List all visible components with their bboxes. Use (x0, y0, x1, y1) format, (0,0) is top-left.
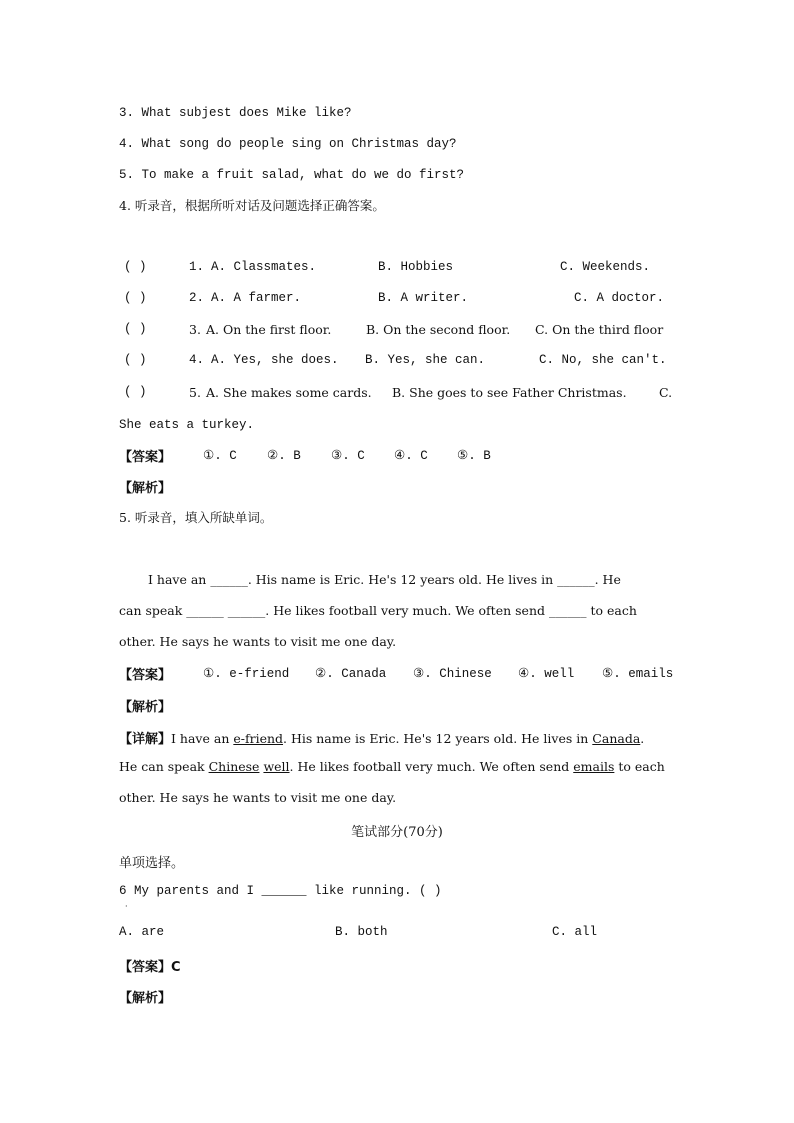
answer-1: ①. e-friend (203, 667, 290, 681)
answer-5: ⑤. B (457, 449, 491, 463)
filled-word: Chinese (208, 759, 260, 774)
analysis-label: 【解析】 (119, 700, 172, 715)
item-5-wrap: She eats a turkey. (119, 418, 255, 432)
item-number: 2. (189, 291, 205, 305)
option-b: B. Hobbies (378, 260, 454, 274)
detail-text: He can speak (119, 759, 209, 774)
option-b: B. both (335, 925, 388, 939)
option-c: C. Weekends. (560, 260, 651, 274)
answer-3: ③. Chinese (413, 667, 492, 681)
passage-line-3: other. He says he wants to visit me one day. (119, 634, 397, 649)
answer-label: 【答案】 (119, 668, 172, 683)
item-number: 4. (189, 353, 205, 367)
answer-2: ②. Canada (315, 667, 387, 681)
question-6: 6 My parents and I ______ like running. ( ) (119, 884, 442, 898)
item-number: 5. (189, 385, 201, 400)
detail-text: . He likes football very much. We often send (289, 759, 574, 774)
passage-line-1: I have an ______. His name is Eric. He's 12 years old. He lives in ______. He (148, 572, 621, 587)
detail-line-3: other. He says he wants to visit me one day. (119, 790, 397, 805)
answer-4: ④. C (394, 449, 428, 463)
answer-1: ①. C (203, 449, 237, 463)
option-a: A. A farmer. (211, 291, 302, 305)
answer-2: ②. B (267, 449, 301, 463)
detail-text: to each (614, 759, 665, 774)
option-b: B. On the second floor. (366, 322, 511, 337)
analysis-label: 【解析】 (119, 991, 172, 1006)
written-heading: 笔试部分(70分) (351, 825, 443, 840)
answer-paren: ( ) (124, 385, 147, 399)
option-c: C. A doctor. (574, 291, 665, 305)
item-number: 1. (189, 260, 205, 274)
answer-label: 【答案】 (119, 450, 172, 465)
option-c: C. (659, 385, 673, 400)
answer-3: ③. C (331, 449, 365, 463)
section-5-title: 5. 听录音，填入所缺单词。 (119, 510, 273, 525)
item-number: 3. (189, 322, 201, 337)
option-c: C. On the third floor (535, 322, 664, 337)
answer-paren: ( ) (124, 322, 147, 336)
option-a: A. On the first floor. (206, 322, 332, 337)
analysis-label: 【解析】 (119, 481, 172, 496)
option-a: A. She makes some cards. (206, 385, 372, 400)
question-6-dot: · (125, 902, 128, 911)
filled-word: e-friend (233, 731, 284, 746)
detail-text: I have an (171, 731, 234, 746)
option-b: B. A writer. (378, 291, 469, 305)
answer-paren: ( ) (124, 291, 147, 305)
option-b: B. She goes to see Father Christmas. (392, 385, 627, 400)
answer-label: 【答案】C (119, 960, 181, 975)
option-c: C. all (552, 925, 598, 939)
question-3: 3. What subjest does Mike like? (119, 106, 352, 120)
section-title: 单项选择。 (119, 856, 185, 871)
option-a: A. are (119, 925, 165, 939)
answer-paren: ( ) (124, 353, 147, 367)
answer-5: ⑤. emails (602, 667, 674, 681)
answer-4: ④. well (518, 667, 575, 681)
filled-word: well (263, 759, 290, 774)
detail-text: . (640, 731, 645, 746)
option-b: B. Yes, she can. (365, 353, 486, 367)
detail-text: . His name is Eric. He's 12 years old. He lives in (283, 731, 593, 746)
question-4: 4. What song do people sing on Christmas day? (119, 137, 457, 151)
filled-word: emails (573, 759, 615, 774)
filled-word: Canada (592, 731, 641, 746)
detail-line-2 (119, 759, 665, 774)
passage-line-2: can speak ______ ______. He likes football very much. We often send ______ to each (119, 603, 637, 618)
option-a: A. Classmates. (211, 260, 317, 274)
option-c: C. No, she can't. (539, 353, 667, 367)
section-4-title: 4. 听录音，根据所听对话及问题选择正确答案。 (119, 198, 385, 213)
option-a: A. Yes, she does. (211, 353, 339, 367)
question-5: 5. To make a fruit salad, what do we do first? (119, 168, 465, 182)
detail-label: 【详解】 (119, 732, 172, 747)
answer-paren: ( ) (124, 260, 147, 274)
detail-line-1 (119, 728, 644, 747)
